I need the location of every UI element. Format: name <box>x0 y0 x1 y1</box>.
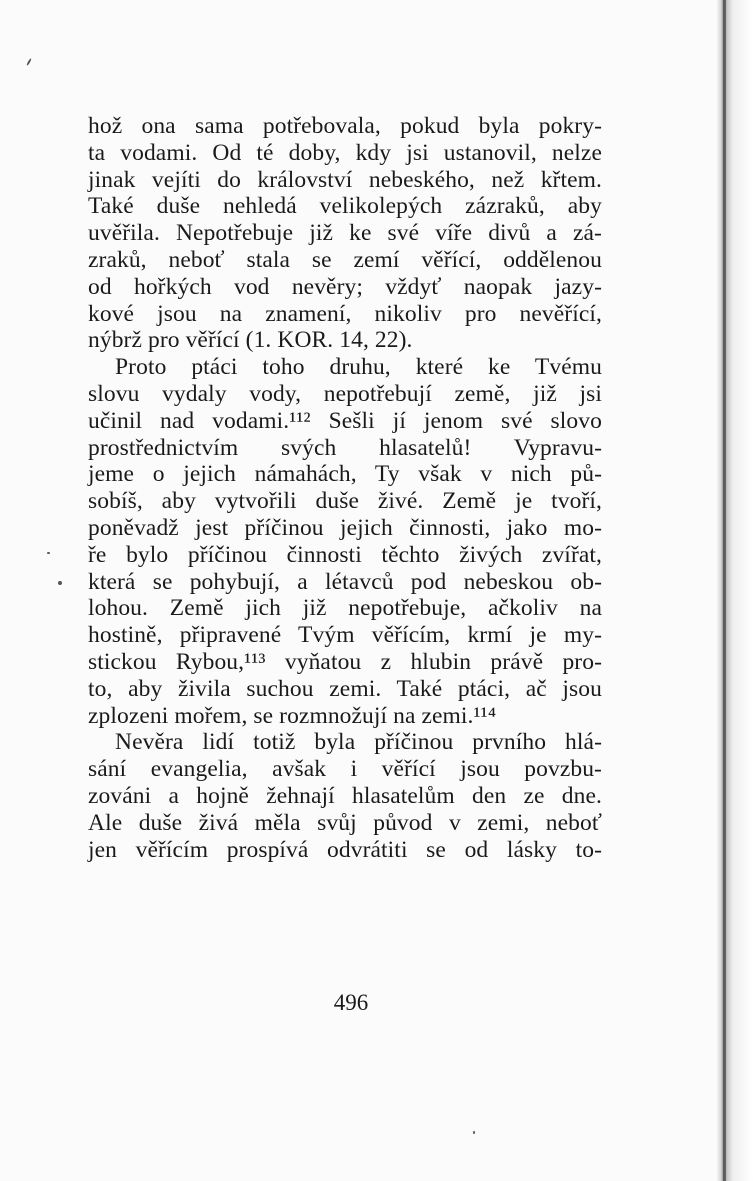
text-line: zováni a hojně žehnají hlasatelům den ze dne. <box>88 782 602 809</box>
text-line: poněvadž jest příčinou jejich činnosti, jako mo- <box>88 514 602 541</box>
scan-speck <box>26 58 32 66</box>
text-line: Proto ptáci toho druhu, které ke Tvému <box>115 354 602 381</box>
text-line: slovu vydaly vody, nepotřebují země, již jsi <box>88 380 602 407</box>
text-line: nýbrž pro věřící (1. KOR. 14, 22). <box>88 327 413 354</box>
text-line: jeme o jejich námahách, Ty však v nich pů- <box>88 461 602 488</box>
text-line: hož ona sama potřebovala, pokud byla pokry- <box>88 113 602 139</box>
scan-speck <box>47 552 50 554</box>
text-line: učinil nad vodami.¹¹² Sešli jí jenom své slovo <box>88 407 602 434</box>
text-line: ta vodami. Od té doby, kdy jsi ustanovil, nelze <box>88 139 602 166</box>
text-line: hostině, připravené Tvým věřícím, krmí je my- <box>88 622 602 649</box>
body-text <box>88 113 602 863</box>
text-line: stickou Rybou,¹¹³ vyňatou z hlubin právě pro- <box>88 648 602 675</box>
text-line: prostřednictvím svých hlasatelů! Vypravu- <box>88 434 602 461</box>
text-line: Také duše nehledá velikolepých zázraků, aby <box>88 193 602 220</box>
text-line: ře bylo příčinou činnosti těchto živých zvířat, <box>88 541 602 568</box>
binding-shadow <box>723 0 726 1181</box>
text-line: lohou. Země jich již nepotřebuje, ačkoliv na <box>88 595 602 622</box>
text-line: sobíš, aby vytvořili duše živé. Země je tvoří, <box>88 488 602 515</box>
page-number: 496 <box>333 990 369 1015</box>
text-line: Nevěra lidí totiž byla příčinou prvního hlá- <box>115 729 602 756</box>
text-line: uvěřila. Nepotřebuje již ke své víře divů a zá- <box>88 220 602 247</box>
text-line: zplozeni mořem, se rozmnožují na zemi.¹¹⁴ <box>88 702 497 729</box>
text-line: kové jsou na znamení, nikoliv pro nevěřící, <box>88 300 602 327</box>
text-line: která se pohybují, a létavců pod nebeskou ob- <box>88 568 602 595</box>
text-line: jinak vejíti do království nebeského, než křtem. <box>88 166 602 193</box>
text-line: to, aby živila suchou zemi. Také ptáci, ač jsou <box>88 675 602 702</box>
text-line: Ale duše živá měla svůj původ v zemi, neboť <box>88 809 602 836</box>
text-line: jen věřícím prospívá odvrátiti se od lásky to- <box>88 836 602 863</box>
text-line: zraků, neboť stala se zemí věřící, oddělenou <box>88 246 602 273</box>
text-line: sání evangelia, avšak i věřící jsou povzbu- <box>88 756 602 783</box>
text-line: od hořkých vod nevěry; vždyť naopak jazy- <box>88 273 602 300</box>
scan-speck <box>473 1131 475 1134</box>
page-binding-edge <box>717 0 753 1181</box>
scan-speck <box>58 581 62 585</box>
